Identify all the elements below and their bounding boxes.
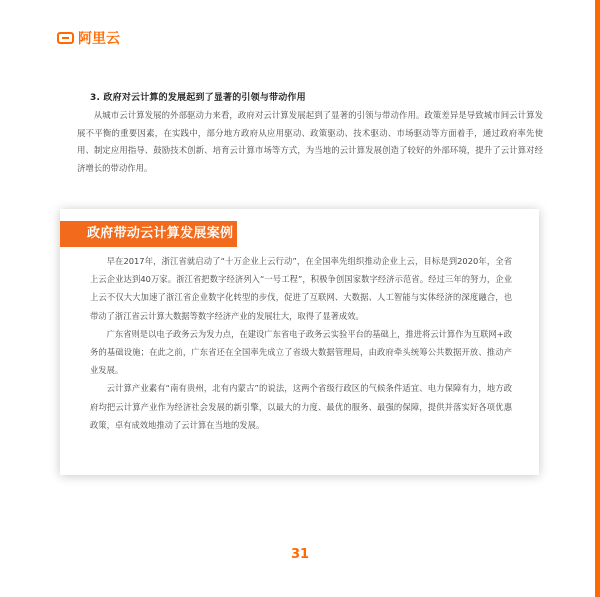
brand-logo xyxy=(57,28,120,48)
case-paragraph-zhejiang: 早在2017年，浙江省就启动了“十万企业上云行动”，在全国率先组织推动企业上云，目标是到2020年，全省上云企业达到40万家。浙江省把数字经济列入“一号工程”，积极争创国家数字经济示范省。经过三年的努力，企业上云不仅大大加速了浙江省企业数字化转型的步伐，促进了互联网、大数据、人工智能与实体经济的深度融合，也带动了浙江省云计算大数据等数字经济产业的发展壮大，取得了显著成效。 xyxy=(90,256,512,321)
brand-name: 阿里云 xyxy=(78,31,120,47)
case-study-box xyxy=(60,209,539,475)
aliyun-logo-icon xyxy=(57,32,74,44)
accent-side-bar xyxy=(595,0,600,597)
case-paragraph-guangdong: 广东省则是以电子政务云为发力点，在建设广东省电子政务云实验平台的基础上，推进将云计算作为互联网+政务的基础设施；在此之前，广东省还在全国率先成立了省级大数据管理局，由政府牵头统筹公共数据开放、推动产业发展。 xyxy=(90,328,512,376)
page-number: 31 xyxy=(290,547,310,562)
intro-paragraph: 从城市云计算发展的外部驱动力来看，政府对云计算发展起到了显著的引领与带动作用。政策差异是导致城市间云计算发展不平衡的重要因素，在实践中，部分地方政府从应用驱动、政策驱动、技术驱动、市场驱动等方面着手，通过政府率先使用、制定应用指导、鼓励技术创新、培育云计算市场等方式，为当地的云计算发展创造了较好的外部环境，提升了云计算对经济增长的带动作用。 xyxy=(77,110,543,173)
case-study-title: 政府带动云计算发展案例 xyxy=(60,221,237,247)
section-heading: 3. 政府对云计算的发展起到了显著的引领与带动作用 xyxy=(90,93,306,103)
case-paragraph-guizhou-neimenggu: 云计算产业素有“南有贵州，北有内蒙古”的说法，这两个省级行政区的气候条件适宜、电力保障有力，地方政府均把云计算产业作为经济社会发展的新引擎，以最大的力度、最优的服务、最强的保障，提供并落实好各项优惠政策，卓有成效地推动了云计算在当地的发展。 xyxy=(90,383,512,430)
case-study-body xyxy=(90,252,512,434)
